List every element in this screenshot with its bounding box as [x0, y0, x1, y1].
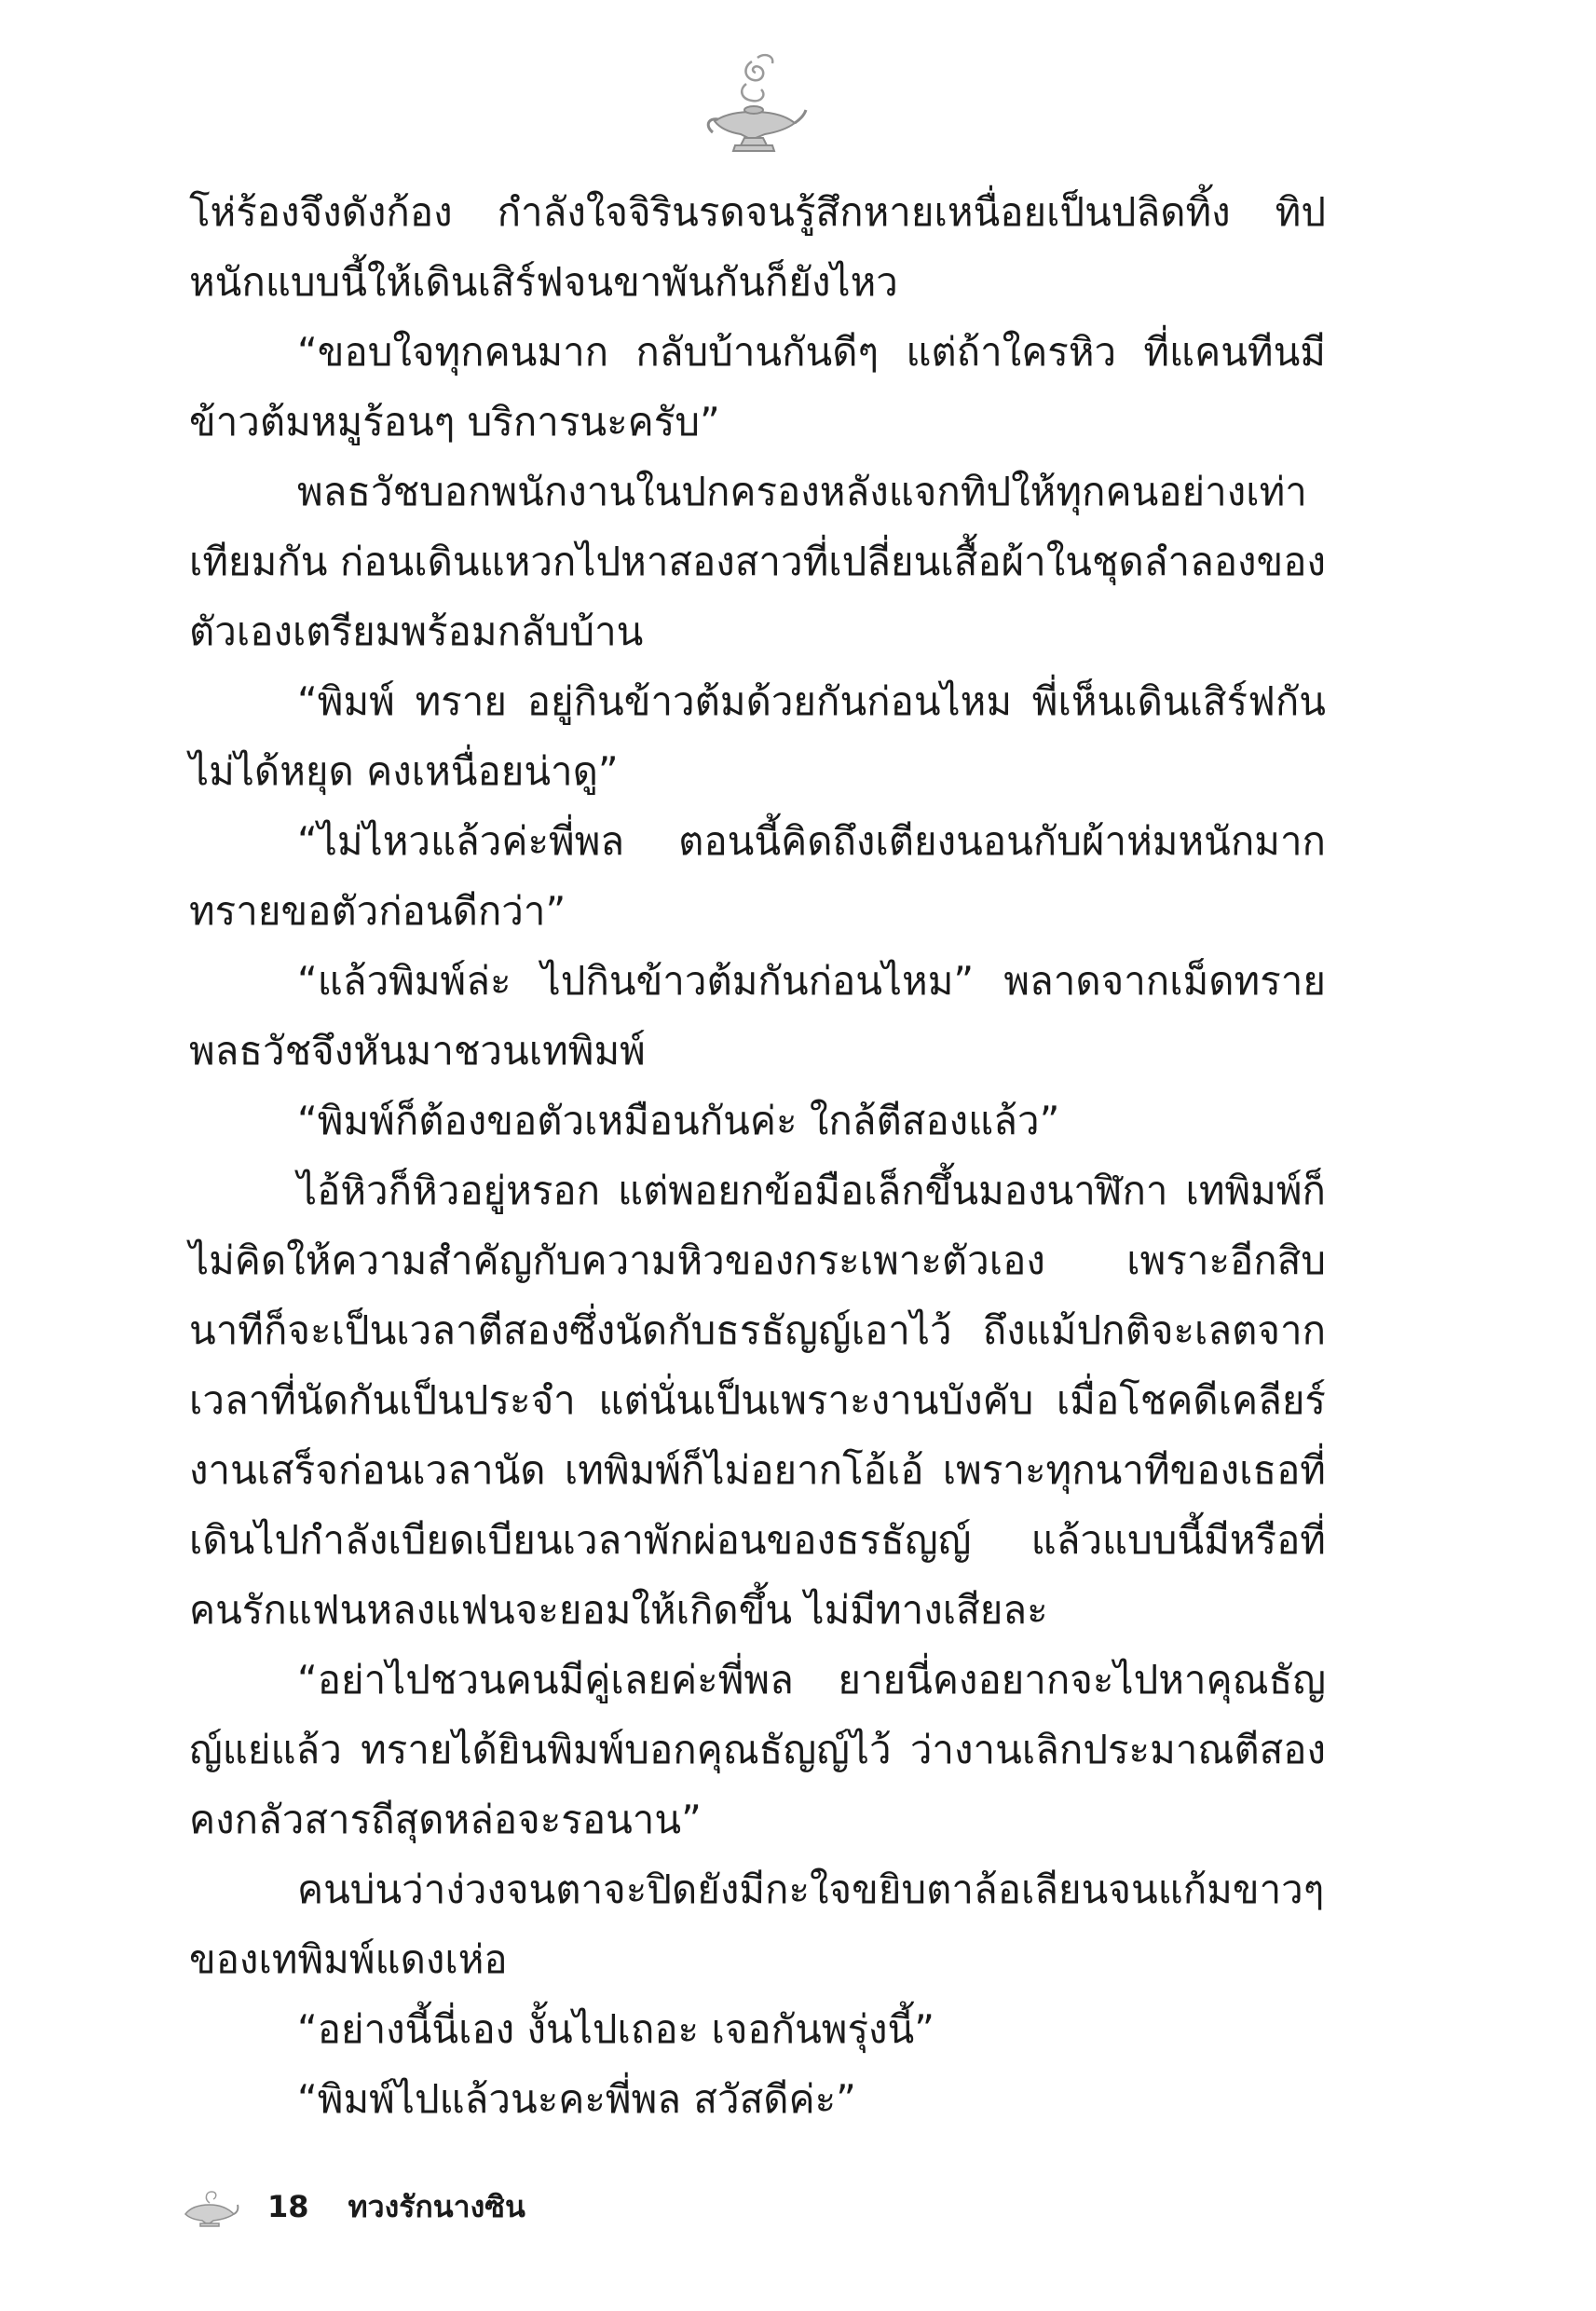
lamp-genie-ornament-icon: [698, 48, 810, 160]
paragraph: “แล้วพิมพ์ล่ะ ไปกินข้าวต้มกันก่อนไหม” พลาดจากเม็ดทรายพลธวัชจึงหันมาชวนเทพิมพ์: [189, 958, 1326, 1073]
paragraph: คนบ่นว่าง่วงจนตาจะปิดยังมีกะใจขยิบตาล้อเลียนจนแก้มขาวๆของเทพิมพ์แดงเห่อ: [189, 1867, 1325, 1982]
paragraph: “พิมพ์ ทราย อยู่กินข้าวต้มด้วยกันก่อนไหม พี่เห็นเดินเสิร์ฟกันไม่ได้หยุด คงเหนื่อยน่าดู”: [189, 678, 1326, 794]
lamp-ornament-icon: [182, 2186, 239, 2227]
paragraph: พลธวัชบอกพนักงานในปกครองหลังแจกทิปให้ทุกคนอย่างเท่าเทียมกัน ก่อนเดินแหวกไปหาสองสาวที่เปลี่ยนเสื้อผ้าในชุดลำลองของตัวเองเตรียมพร้อมกลับบ้าน: [189, 469, 1326, 654]
paragraph: โห่ร้องจึงดังก้อง กำลังใจจิรินรดจนรู้สึกหายเหนื่อยเป็นปลิดทิ้ง ทิปหนักแบบนี้ให้เดินเสิร์ฟจนขาพันกันก็ยังไหว: [189, 189, 1326, 305]
page-number: 18: [267, 2189, 309, 2224]
paragraph: “พิมพ์ก็ต้องขอตัวเหมือนกันค่ะ ใกล้ตีสองแล้ว”: [297, 1098, 1060, 1143]
paragraph: “ขอบใจทุกคนมาก กลับบ้านกันดีๆ แต่ถ้าใครหิว ที่แคนทีนมีข้าวต้มหมูร้อนๆ บริการนะครับ”: [189, 329, 1326, 444]
book-title: ทวงรักนางซิน: [348, 2188, 525, 2224]
paragraph: “อย่าไปชวนคนมีคู่เลยค่ะพี่พล ยายนี่คงอยากจะไปหาคุณธัญญ์แย่แล้ว ทรายได้ยินพิมพ์บอกคุณธัญญ์ไว้ ว่างานเลิกประมาณตีสองคงกลัวสารถีสุดหล่อจะรอนาน”: [189, 1657, 1326, 1842]
paragraph: “ไม่ไหวแล้วค่ะพี่พล ตอนนี้คิดถึงเตียงนอนกับผ้าห่มหนักมากทรายขอตัวก่อนดีกว่า”: [189, 818, 1326, 934]
chapter-body: [189, 177, 1326, 2134]
paragraph: ไอ้หิวก็หิวอยู่หรอก แต่พอยกข้อมือเล็กขึ้นมองนาฬิกา เทพิมพ์ก็ไม่คิดให้ความสำคัญกับความหิวของกระเพาะตัวเอง เพราะอีกสิบนาทีก็จะเป็นเวลาตีสองซึ่งนัดกับธรธัญญ์เอาไว้ ถึงแม้ปกติจะเลตจากเวลาที่นัดกันเป็นประจำ แต่นั่นเป็นเพราะงานบังคับ เมื่อโชคดีเคลียร์งานเสร็จก่อนเวลานัด เทพิมพ์ก็ไม่อยากโอ้เอ้ เพราะทุกนาทีของเธอที่เดินไปกำลังเบียดเบียนเวลาพักผ่อนของธรธัญญ์ แล้วแบบนี้มีหรือที่คนรักแฟนหลงแฟนจะยอมให้เกิดขึ้น ไม่มีทางเสียละ: [189, 1168, 1326, 1633]
paragraph: “พิมพ์ไปแล้วนะคะพี่พล สวัสดีค่ะ”: [297, 2076, 856, 2122]
page-footer: [182, 2179, 525, 2235]
paragraph: “อย่างนี้นี่เอง งั้นไปเถอะ เจอกันพรุ่งนี้”: [297, 2006, 935, 2052]
